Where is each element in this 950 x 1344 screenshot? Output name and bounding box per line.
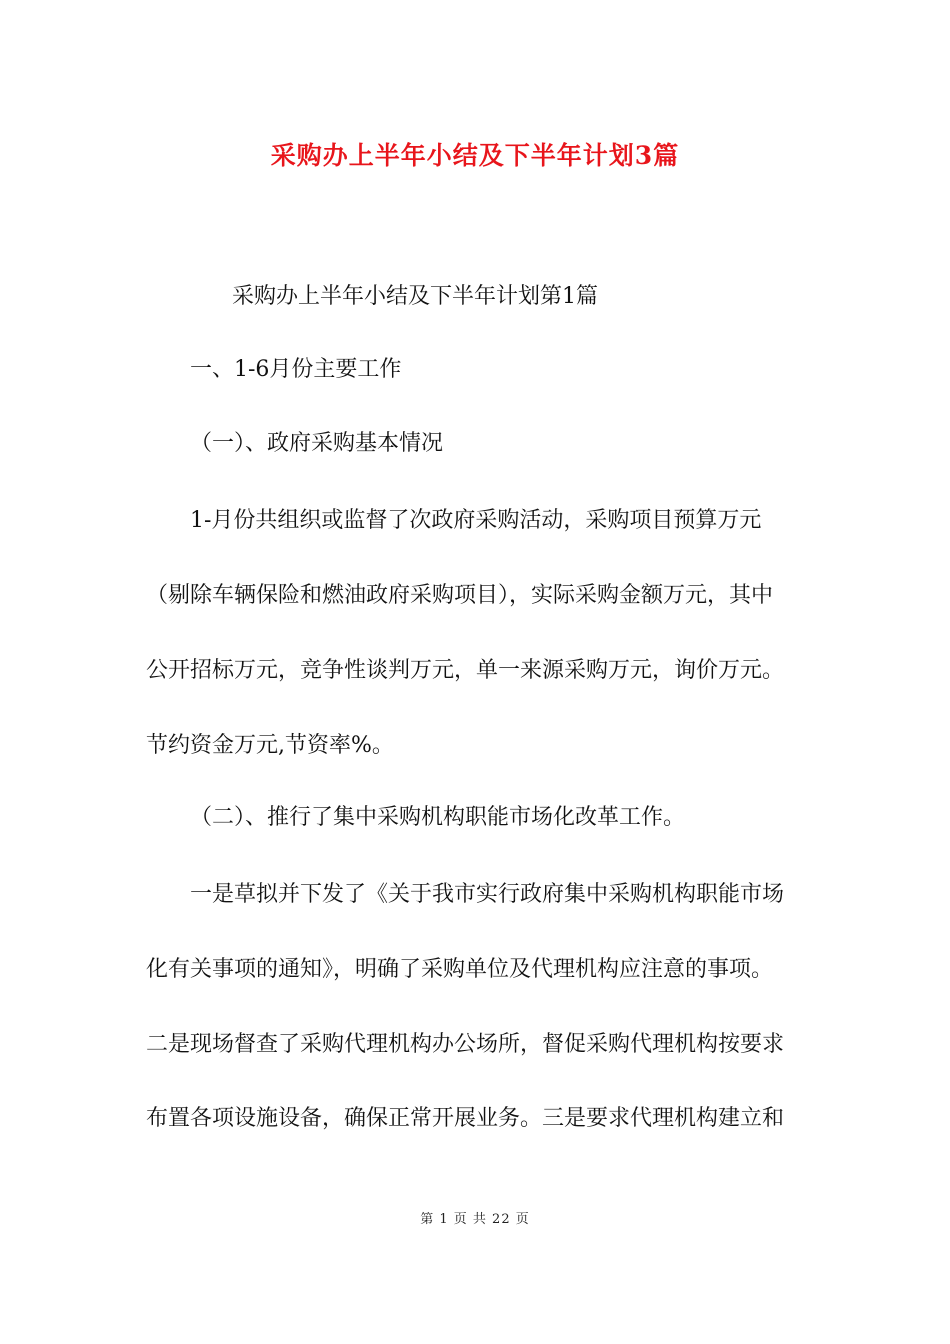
document-title: 采购办上半年小结及下半年计划3篇 bbox=[270, 141, 680, 170]
paragraph-line: 化有关事项的通知》，明确了采购单位及代理机构应注意的事项。 bbox=[146, 957, 774, 982]
heading-level-2: （一）、政府采购基本情况 bbox=[190, 431, 444, 456]
heading-level-1: 一、1-6月份主要工作 bbox=[190, 357, 402, 382]
section-heading: 采购办上半年小结及下半年计划第1篇 bbox=[232, 284, 598, 309]
paragraph-line: 一是草拟并下发了《关于我市实行政府集中采购机构职能市场 bbox=[190, 882, 785, 907]
paragraph-line: （剔除车辆保险和燃油政府采购项目），实际采购金额万元，其中 bbox=[146, 583, 774, 608]
page-footer: 第 1 页 共 22 页 bbox=[420, 1212, 530, 1227]
paragraph-line: 公开招标万元，竞争性谈判万元，单一来源采购万元，询价万元。 bbox=[146, 658, 785, 683]
heading-level-2: （二）、推行了集中采购机构职能市场化改革工作。 bbox=[190, 805, 686, 830]
paragraph-line: 节约资金万元,节资率%。 bbox=[146, 733, 394, 758]
paragraph-line: 布置各项设施设备，确保正常开展业务。三是要求代理机构建立和 bbox=[146, 1106, 785, 1131]
paragraph-line: 1-月份共组织或监督了次政府采购活动，采购项目预算万元 bbox=[190, 508, 762, 533]
paragraph-line: 二是现场督查了采购代理机构办公场所，督促采购代理机构按要求 bbox=[146, 1032, 785, 1057]
